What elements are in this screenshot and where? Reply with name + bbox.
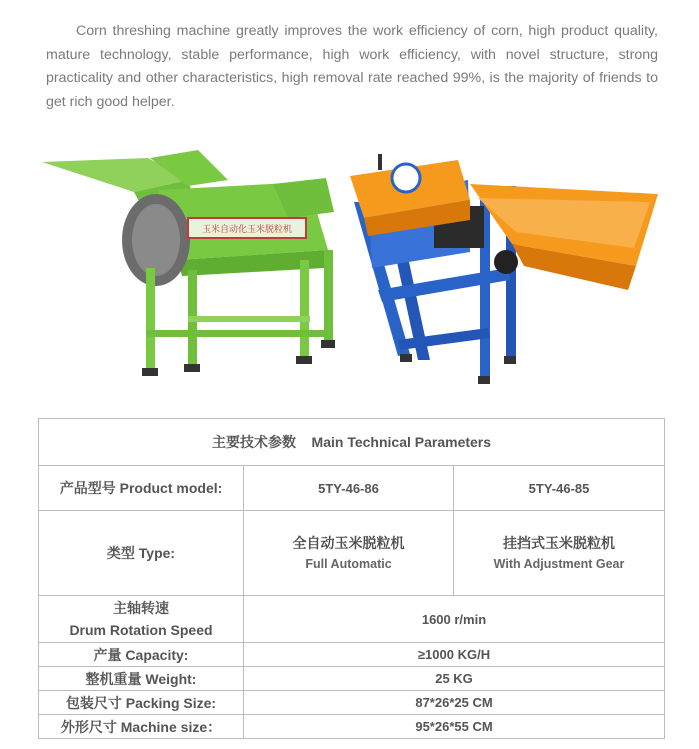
model-label: 产品型号 Product model: — [39, 466, 244, 511]
parameters-table — [38, 418, 665, 739]
type-value-1-en: Full Automatic — [305, 557, 392, 571]
type-value-1-cn: 全自动玉米脱粒机 — [292, 535, 405, 551]
packing-label: 包装尺寸 Packing Size: — [39, 691, 244, 715]
orange-thresher-image — [350, 154, 658, 384]
intro-paragraph: Corn threshing machine greatly improves the work efficiency of corn, high product quality, mature technology, stable performance, high work efficiency, with novel structure, strong practicality and other characteristics, high removal rate reached 99%, is the majority of friends to get rich good helper. — [46, 23, 658, 110]
table-row — [39, 511, 665, 596]
table-row — [39, 466, 665, 511]
capacity-value: ≥1000 KG/H — [244, 643, 665, 667]
type-value-2 — [454, 511, 665, 596]
packing-value: 87*26*25 CM — [244, 691, 665, 715]
weight-value: 25 KG — [244, 667, 665, 691]
speed-label-cn: 主轴转速 — [113, 600, 169, 616]
green-machine-plate: 玉米自动化玉米脱粒机 — [201, 225, 293, 235]
table-row — [39, 643, 665, 667]
speed-label-en: Drum Rotation Speed — [69, 622, 213, 638]
type-value-2-cn: 挂挡式玉米脱粒机 — [503, 535, 615, 551]
table-row — [39, 691, 665, 715]
machine-size-label: 外形尺寸 Machine size： — [39, 715, 244, 739]
machine-size-value: 95*26*55 CM — [244, 715, 665, 739]
type-value-1 — [244, 511, 454, 596]
table-row — [39, 715, 665, 739]
speed-label — [39, 596, 244, 643]
green-thresher-image — [42, 150, 335, 376]
model-value-2: 5TY-46-85 — [454, 466, 665, 511]
capacity-label: 产量 Capacity: — [39, 643, 244, 667]
weight-label: 整机重量 Weight: — [39, 667, 244, 691]
type-label: 类型 Type: — [39, 511, 244, 596]
table-title-cn: 主要技术参数 — [211, 434, 296, 450]
model-value-1: 5TY-46-86 — [244, 466, 454, 511]
product-photos — [38, 140, 664, 390]
type-value-2-en: With Adjustment Gear — [493, 557, 625, 571]
table-row — [39, 667, 665, 691]
table-title-en: Main Technical Parameters — [311, 434, 492, 450]
table-row — [39, 596, 665, 643]
table-title — [39, 419, 665, 466]
speed-value: 1600 r/min — [244, 596, 665, 643]
